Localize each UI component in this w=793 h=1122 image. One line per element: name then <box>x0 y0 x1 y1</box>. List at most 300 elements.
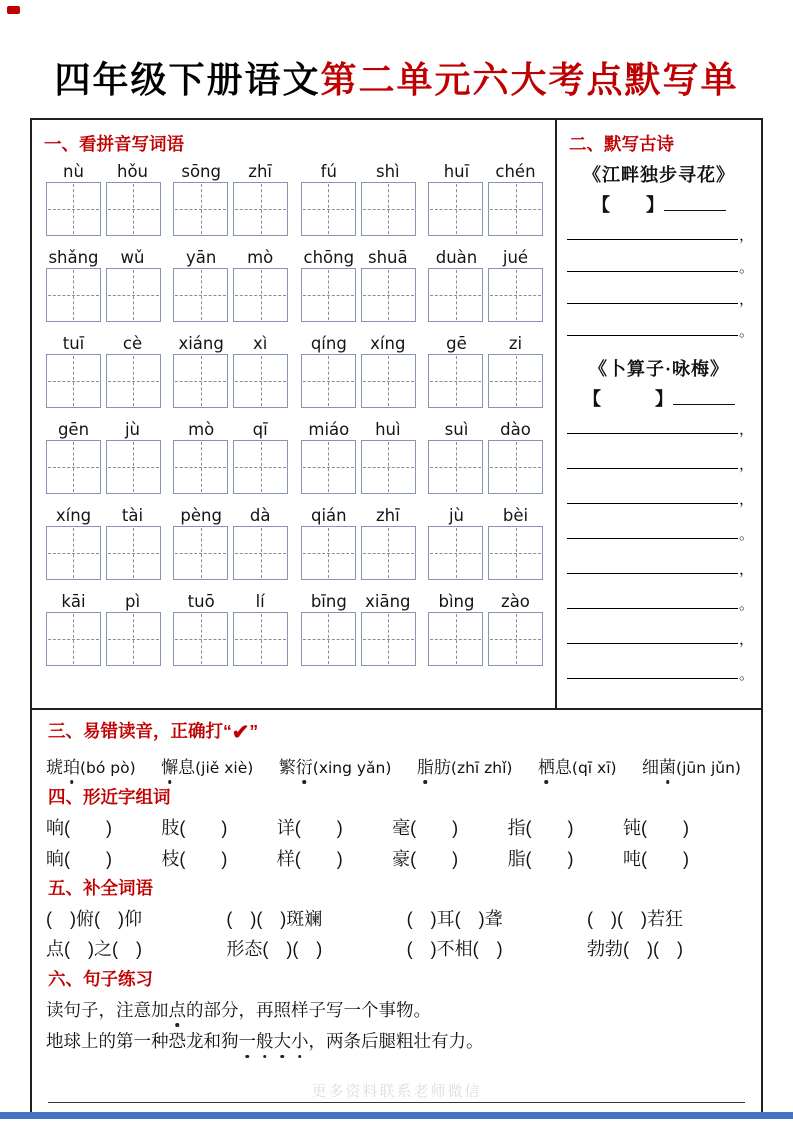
character-boxes <box>428 440 543 494</box>
pinyin-word-group <box>172 592 290 666</box>
similar-char-cell[interactable]: 毫( ) <box>392 818 459 839</box>
poems <box>567 161 755 683</box>
sentence-text: 读句子，注意加 <box>46 999 169 1020</box>
poem-blank-line <box>567 630 755 648</box>
writing-box[interactable] <box>46 526 101 580</box>
line-punctuation: 。 <box>739 665 755 683</box>
pinyin-syllable: duàn <box>435 247 478 267</box>
pinyin-labels <box>299 334 417 353</box>
section-poems <box>555 120 761 708</box>
writing-box[interactable] <box>106 182 161 236</box>
section3-heading-text: 三、易错读音，正确打“ <box>48 721 232 741</box>
title-unit: 第二单元六大考点默写单 <box>320 60 739 100</box>
pinyin-syllable: qián <box>310 505 347 525</box>
writing-box[interactable] <box>488 268 543 322</box>
poem-blank-line <box>567 490 755 508</box>
dotted-char: 懈 <box>161 757 178 779</box>
pinyin-labels <box>172 506 290 525</box>
pinyin-row <box>44 592 545 666</box>
pinyin-word-group <box>172 248 290 322</box>
pinyin-syllable: jù <box>124 419 141 439</box>
character-boxes <box>428 182 543 236</box>
poem-author-line <box>567 191 751 217</box>
pinyin-syllable: jù <box>448 505 464 525</box>
dotted-char: 小 <box>291 1029 309 1054</box>
writing-box[interactable] <box>173 268 228 322</box>
pinyin-syllable: pèng <box>180 505 222 525</box>
blank-rule[interactable] <box>567 322 738 336</box>
poem-author-line <box>567 385 751 411</box>
writing-box[interactable] <box>488 182 543 236</box>
pinyin-syllable: miáo <box>308 419 350 439</box>
pinyin-word-group <box>44 592 162 666</box>
writing-box[interactable] <box>106 354 161 408</box>
writing-box[interactable] <box>428 182 483 236</box>
author-blank[interactable] <box>664 198 726 211</box>
writing-box[interactable] <box>301 612 356 666</box>
blank-rule[interactable] <box>567 455 738 469</box>
pinyin-labels <box>172 162 290 181</box>
pinyin-grid <box>42 162 547 666</box>
similar-char-cell[interactable]: 指( ) <box>507 818 574 839</box>
line-punctuation: 。 <box>739 258 755 276</box>
dotted-char: 珀 <box>63 757 80 779</box>
pinyin-labels <box>44 162 162 181</box>
line-punctuation: ， <box>739 490 755 508</box>
pinyin-labels <box>44 592 162 611</box>
section-pinyin <box>32 120 555 708</box>
title-grade: 四年级下册语文 <box>54 60 321 100</box>
pinyin-syllable: gē <box>446 333 467 353</box>
pinyin-syllable: pì <box>124 591 141 611</box>
writing-box[interactable] <box>361 268 416 322</box>
pinyin-labels <box>44 248 162 267</box>
writing-box[interactable] <box>361 440 416 494</box>
pronunciation-item[interactable] <box>417 757 513 779</box>
pinyin-syllable: qíng <box>310 333 347 353</box>
complete-word-cell[interactable]: ( )耳( )聋 <box>406 908 503 929</box>
pinyin-labels <box>44 420 162 439</box>
blank-rule[interactable] <box>567 630 738 644</box>
pinyin-syllable: kāi <box>61 591 86 611</box>
writing-box[interactable] <box>173 182 228 236</box>
section4-heading: 四、形近字组词 <box>48 787 171 808</box>
pinyin-row <box>44 162 545 236</box>
poem-blank-line <box>567 525 755 543</box>
character-boxes <box>46 440 161 494</box>
blank-rule[interactable] <box>567 595 738 609</box>
section6-heading: 六、句子练习 <box>48 968 153 989</box>
pinyin-word-group <box>427 248 545 322</box>
dotted-char: 一 <box>239 1029 257 1054</box>
character-boxes <box>428 354 543 408</box>
pinyin-syllable: jué <box>502 247 529 267</box>
pronunciation-item[interactable] <box>161 757 253 779</box>
character-boxes <box>46 268 161 322</box>
writing-box[interactable] <box>106 268 161 322</box>
similar-char-cell[interactable]: 肢( ) <box>161 818 228 839</box>
pinyin-syllable: xì <box>252 333 268 353</box>
pinyin-row <box>44 334 545 408</box>
pinyin-row <box>44 248 545 322</box>
word-part: 繁 <box>278 758 296 778</box>
writing-box[interactable] <box>488 440 543 494</box>
similar-char-cell[interactable]: 枝( ) <box>161 848 228 869</box>
line-punctuation: 。 <box>739 595 755 613</box>
writing-box[interactable] <box>361 526 416 580</box>
pinyin-word-group <box>427 334 545 408</box>
pinyin-syllable: zhī <box>248 161 272 181</box>
writing-box[interactable] <box>301 268 356 322</box>
similar-char-cell[interactable]: 详( ) <box>276 818 343 839</box>
pinyin-labels <box>299 248 417 267</box>
pinyin-word-group <box>44 334 162 408</box>
pinyin-options: (qī xī) <box>571 759 617 778</box>
sentence-text: ，两条后腿粗壮有力。 <box>308 1031 484 1052</box>
character-boxes <box>173 440 288 494</box>
similar-char-cell[interactable]: 吨( ) <box>622 848 689 869</box>
complete-word-cell[interactable]: ( )不相( ) <box>406 939 503 960</box>
line-punctuation: 。 <box>739 525 755 543</box>
pinyin-word-group <box>427 506 545 580</box>
poem <box>567 161 755 340</box>
poem <box>567 355 755 683</box>
line-punctuation: ， <box>739 420 755 438</box>
pinyin-syllable: shì <box>375 161 400 181</box>
poem-blank-line <box>567 258 755 276</box>
pinyin-syllable: xíng <box>55 505 92 525</box>
complete-word-cell[interactable]: 形态( )( ) <box>226 939 323 960</box>
similar-char-cell[interactable]: 响( ) <box>46 818 112 839</box>
dotted-char: 菌 <box>659 757 676 779</box>
writing-box[interactable] <box>301 182 356 236</box>
similar-char-cell[interactable]: 豪( ) <box>392 848 459 869</box>
line-punctuation: ， <box>739 290 755 308</box>
pinyin-options: (zhī zhǐ) <box>450 759 513 778</box>
poem-blank-line <box>567 322 755 340</box>
blank-rule[interactable] <box>567 420 738 434</box>
character-boxes <box>301 612 416 666</box>
pinyin-word-group <box>172 334 290 408</box>
pinyin-labels <box>172 420 290 439</box>
word-part: 息 <box>554 758 572 778</box>
pinyin-options: (bó pò) <box>80 759 136 778</box>
pinyin-syllable: nù <box>63 161 84 181</box>
section3-heading <box>48 719 747 746</box>
pinyin-labels <box>299 506 417 525</box>
writing-box[interactable] <box>233 354 288 408</box>
author-bracket: 【 】 <box>592 194 664 215</box>
poem-title: 《卜算子·咏梅》 <box>588 358 729 379</box>
sentence-text: 的部分，再照样子写一个事物。 <box>186 999 431 1020</box>
pinyin-word-group <box>44 248 162 322</box>
pinyin-labels <box>299 420 417 439</box>
writing-box[interactable] <box>428 440 483 494</box>
character-boxes <box>301 440 416 494</box>
pinyin-options: (jūn jǔn) <box>676 759 741 778</box>
pinyin-syllable: shǎng <box>48 247 99 267</box>
dotted-char: 点 <box>169 998 187 1023</box>
word-part: 肪 <box>433 758 451 778</box>
dotted-char: 大 <box>274 1029 292 1054</box>
writing-box[interactable] <box>46 182 101 236</box>
pinyin-options: (jiě xiè) <box>195 759 254 778</box>
watermark: 更多资料联系老师微信 <box>311 1082 482 1100</box>
page-title <box>0 52 793 103</box>
pinyin-options: (xing yǎn) <box>312 759 392 778</box>
blank-rule[interactable] <box>567 290 738 304</box>
poem-blank-line <box>567 595 755 613</box>
character-boxes <box>301 268 416 322</box>
pinyin-syllable: yān <box>185 247 217 267</box>
pinyin-labels <box>427 592 545 611</box>
poem-blank-line <box>567 420 755 438</box>
pinyin-word-group <box>172 420 290 494</box>
pinyin-syllable: wǔ <box>120 247 145 267</box>
poem-blank-line <box>567 560 755 578</box>
character-boxes <box>46 182 161 236</box>
blank-rule[interactable] <box>567 560 738 574</box>
pinyin-word-group <box>299 506 417 580</box>
blank-rule[interactable] <box>567 525 738 539</box>
pinyin-syllable: dà <box>249 505 271 525</box>
poem-blank-line <box>567 665 755 683</box>
pinyin-syllable: dào <box>500 419 531 439</box>
pinyin-syllable: qī <box>252 419 268 439</box>
character-boxes <box>173 612 288 666</box>
writing-box[interactable] <box>233 268 288 322</box>
pinyin-syllable: huī <box>443 161 470 181</box>
writing-box[interactable] <box>361 182 416 236</box>
writing-box[interactable] <box>173 612 228 666</box>
blank-rule[interactable] <box>567 490 738 504</box>
writing-box[interactable] <box>106 612 161 666</box>
character-boxes <box>173 526 288 580</box>
complete-word-cell[interactable]: ( )俯( )仰 <box>46 908 142 929</box>
complete-word-row <box>46 908 747 931</box>
complete-word-cell[interactable]: 点( )之( ) <box>46 939 142 960</box>
pinyin-word-group <box>44 506 162 580</box>
author-bracket: 【 】 <box>583 388 673 409</box>
pinyin-syllable: tuī <box>62 333 85 353</box>
blank-rule[interactable] <box>567 258 738 272</box>
poem-blank-line <box>567 226 755 244</box>
pinyin-labels <box>427 248 545 267</box>
character-boxes <box>428 612 543 666</box>
section2-heading: 二、默写古诗 <box>569 134 674 154</box>
writing-box[interactable] <box>488 354 543 408</box>
writing-box[interactable] <box>488 526 543 580</box>
complete-word-rows <box>46 908 747 961</box>
sentence-text: 地球上的第一种恐龙和狗 <box>46 1031 239 1052</box>
pinyin-labels <box>427 420 545 439</box>
section3-heading-close: ” <box>249 721 259 741</box>
dotted-char: 般 <box>256 1029 274 1054</box>
pronunciation-item[interactable] <box>642 757 741 779</box>
character-boxes <box>173 354 288 408</box>
pinyin-syllable: bīng <box>310 591 347 611</box>
checkmark-icon: ✔ <box>231 721 250 744</box>
word-part: 息 <box>178 758 196 778</box>
pinyin-syllable: xíng <box>370 333 406 353</box>
similar-char-row <box>46 817 747 840</box>
pinyin-syllable: xiáng <box>178 333 224 353</box>
pinyin-labels <box>44 334 162 353</box>
pinyin-labels <box>172 334 290 353</box>
character-boxes <box>46 612 161 666</box>
pinyin-labels <box>172 248 290 267</box>
pinyin-labels <box>172 592 290 611</box>
poem-title: 《江畔独步寻花》 <box>583 164 735 185</box>
writing-box[interactable] <box>233 440 288 494</box>
writing-box[interactable] <box>301 526 356 580</box>
pinyin-syllable: bìng <box>438 591 475 611</box>
pinyin-syllable: shuā <box>368 247 408 267</box>
pinyin-word-group <box>299 248 417 322</box>
answer-zone <box>48 1082 745 1103</box>
pinyin-syllable: lí <box>255 591 265 611</box>
blank-rule[interactable] <box>567 665 738 679</box>
writing-box[interactable] <box>46 612 101 666</box>
character-boxes <box>46 526 161 580</box>
pinyin-word-group <box>299 420 417 494</box>
top-area <box>32 120 761 710</box>
writing-box[interactable] <box>46 440 101 494</box>
character-boxes <box>428 526 543 580</box>
writing-box[interactable] <box>173 440 228 494</box>
pinyin-word-group <box>299 334 417 408</box>
writing-box[interactable] <box>488 612 543 666</box>
pinyin-word-group <box>172 162 290 236</box>
corner-mark <box>7 6 20 14</box>
complete-word-row <box>46 938 747 961</box>
character-boxes <box>173 268 288 322</box>
similar-char-row <box>46 848 747 871</box>
pinyin-syllable: zi <box>508 333 523 353</box>
sentence-example <box>46 1029 747 1054</box>
pinyin-word-group <box>299 162 417 236</box>
pinyin-syllable: mò <box>247 247 274 267</box>
writing-box[interactable] <box>233 526 288 580</box>
writing-box[interactable] <box>428 354 483 408</box>
pinyin-labels <box>427 334 545 353</box>
bottom-area <box>32 710 761 1103</box>
pinyin-syllable: zào <box>501 591 530 611</box>
writing-box[interactable] <box>301 354 356 408</box>
pinyin-row <box>44 420 545 494</box>
pinyin-syllable: hǒu <box>116 161 148 181</box>
line-punctuation: ， <box>739 226 755 244</box>
dotted-char: 栖 <box>538 757 555 779</box>
pinyin-syllable: tài <box>121 505 144 525</box>
pinyin-labels <box>44 506 162 525</box>
pinyin-syllable: chōng <box>303 247 355 267</box>
pinyin-syllable: gēn <box>57 419 90 439</box>
writing-box[interactable] <box>46 354 101 408</box>
word-part: 细 <box>642 758 660 778</box>
pinyin-syllable: mò <box>188 419 215 439</box>
line-punctuation: ， <box>739 630 755 648</box>
writing-box[interactable] <box>428 268 483 322</box>
pinyin-word-group <box>172 506 290 580</box>
pinyin-syllable: fú <box>320 161 337 181</box>
similar-char-cell[interactable]: 样( ) <box>276 848 343 869</box>
writing-box[interactable] <box>428 612 483 666</box>
dotted-char: 脂 <box>417 757 434 779</box>
line-punctuation: ， <box>739 560 755 578</box>
writing-box[interactable] <box>233 612 288 666</box>
pinyin-syllable: huì <box>375 419 401 439</box>
pinyin-labels <box>427 506 545 525</box>
dotted-char: 衍 <box>296 757 313 779</box>
line-punctuation: 。 <box>739 322 755 340</box>
character-boxes <box>301 354 416 408</box>
similar-char-rows <box>46 817 747 870</box>
pinyin-syllable: zhī <box>375 505 400 525</box>
author-blank[interactable] <box>673 392 735 405</box>
complete-word-cell[interactable]: 勃勃( )( ) <box>586 939 683 960</box>
pinyin-labels <box>427 162 545 181</box>
writing-box[interactable] <box>428 526 483 580</box>
writing-box[interactable] <box>361 612 416 666</box>
pinyin-row <box>44 506 545 580</box>
complete-word-cell[interactable]: ( )( )斑斓 <box>226 908 323 929</box>
pinyin-labels <box>299 162 417 181</box>
writing-box[interactable] <box>106 440 161 494</box>
pinyin-word-group <box>427 162 545 236</box>
character-boxes <box>173 182 288 236</box>
pinyin-syllable: suì <box>444 419 469 439</box>
pinyin-word-group <box>44 162 162 236</box>
similar-char-cell[interactable]: 晌( ) <box>46 848 112 869</box>
pronunciation-item[interactable] <box>279 757 392 779</box>
pinyin-word-group <box>44 420 162 494</box>
pronunciation-item[interactable] <box>538 757 617 779</box>
main-box <box>30 118 763 1119</box>
sentence-instruction <box>46 998 747 1023</box>
writing-box[interactable] <box>233 182 288 236</box>
poem-blank-line <box>567 290 755 308</box>
pinyin-labels <box>299 592 417 611</box>
character-boxes <box>46 354 161 408</box>
writing-box[interactable] <box>106 526 161 580</box>
similar-char-cell[interactable]: 钝( ) <box>622 818 689 839</box>
character-boxes <box>301 526 416 580</box>
character-boxes <box>301 182 416 236</box>
similar-char-cell[interactable]: 脂( ) <box>507 848 574 869</box>
bottom-blue-bar <box>0 1112 793 1119</box>
pinyin-syllable: xiāng <box>365 591 411 611</box>
section1-heading: 一、看拼音写词语 <box>44 134 184 154</box>
pronunciation-item[interactable] <box>46 757 136 779</box>
pinyin-syllable: bèi <box>502 505 529 525</box>
writing-box[interactable] <box>46 268 101 322</box>
complete-word-cell[interactable]: ( )( )若狂 <box>586 908 683 929</box>
writing-box[interactable] <box>361 354 416 408</box>
pinyin-word-group <box>427 420 545 494</box>
writing-box[interactable] <box>173 526 228 580</box>
character-boxes <box>428 268 543 322</box>
blank-rule[interactable] <box>567 226 738 240</box>
pinyin-syllable: cè <box>122 333 143 353</box>
pinyin-syllable: tuō <box>187 591 215 611</box>
word-part: 琥 <box>46 758 63 778</box>
pinyin-word-group <box>427 592 545 666</box>
pinyin-word-group <box>299 592 417 666</box>
writing-box[interactable] <box>173 354 228 408</box>
pinyin-syllable: sōng <box>181 161 221 181</box>
writing-box[interactable] <box>301 440 356 494</box>
